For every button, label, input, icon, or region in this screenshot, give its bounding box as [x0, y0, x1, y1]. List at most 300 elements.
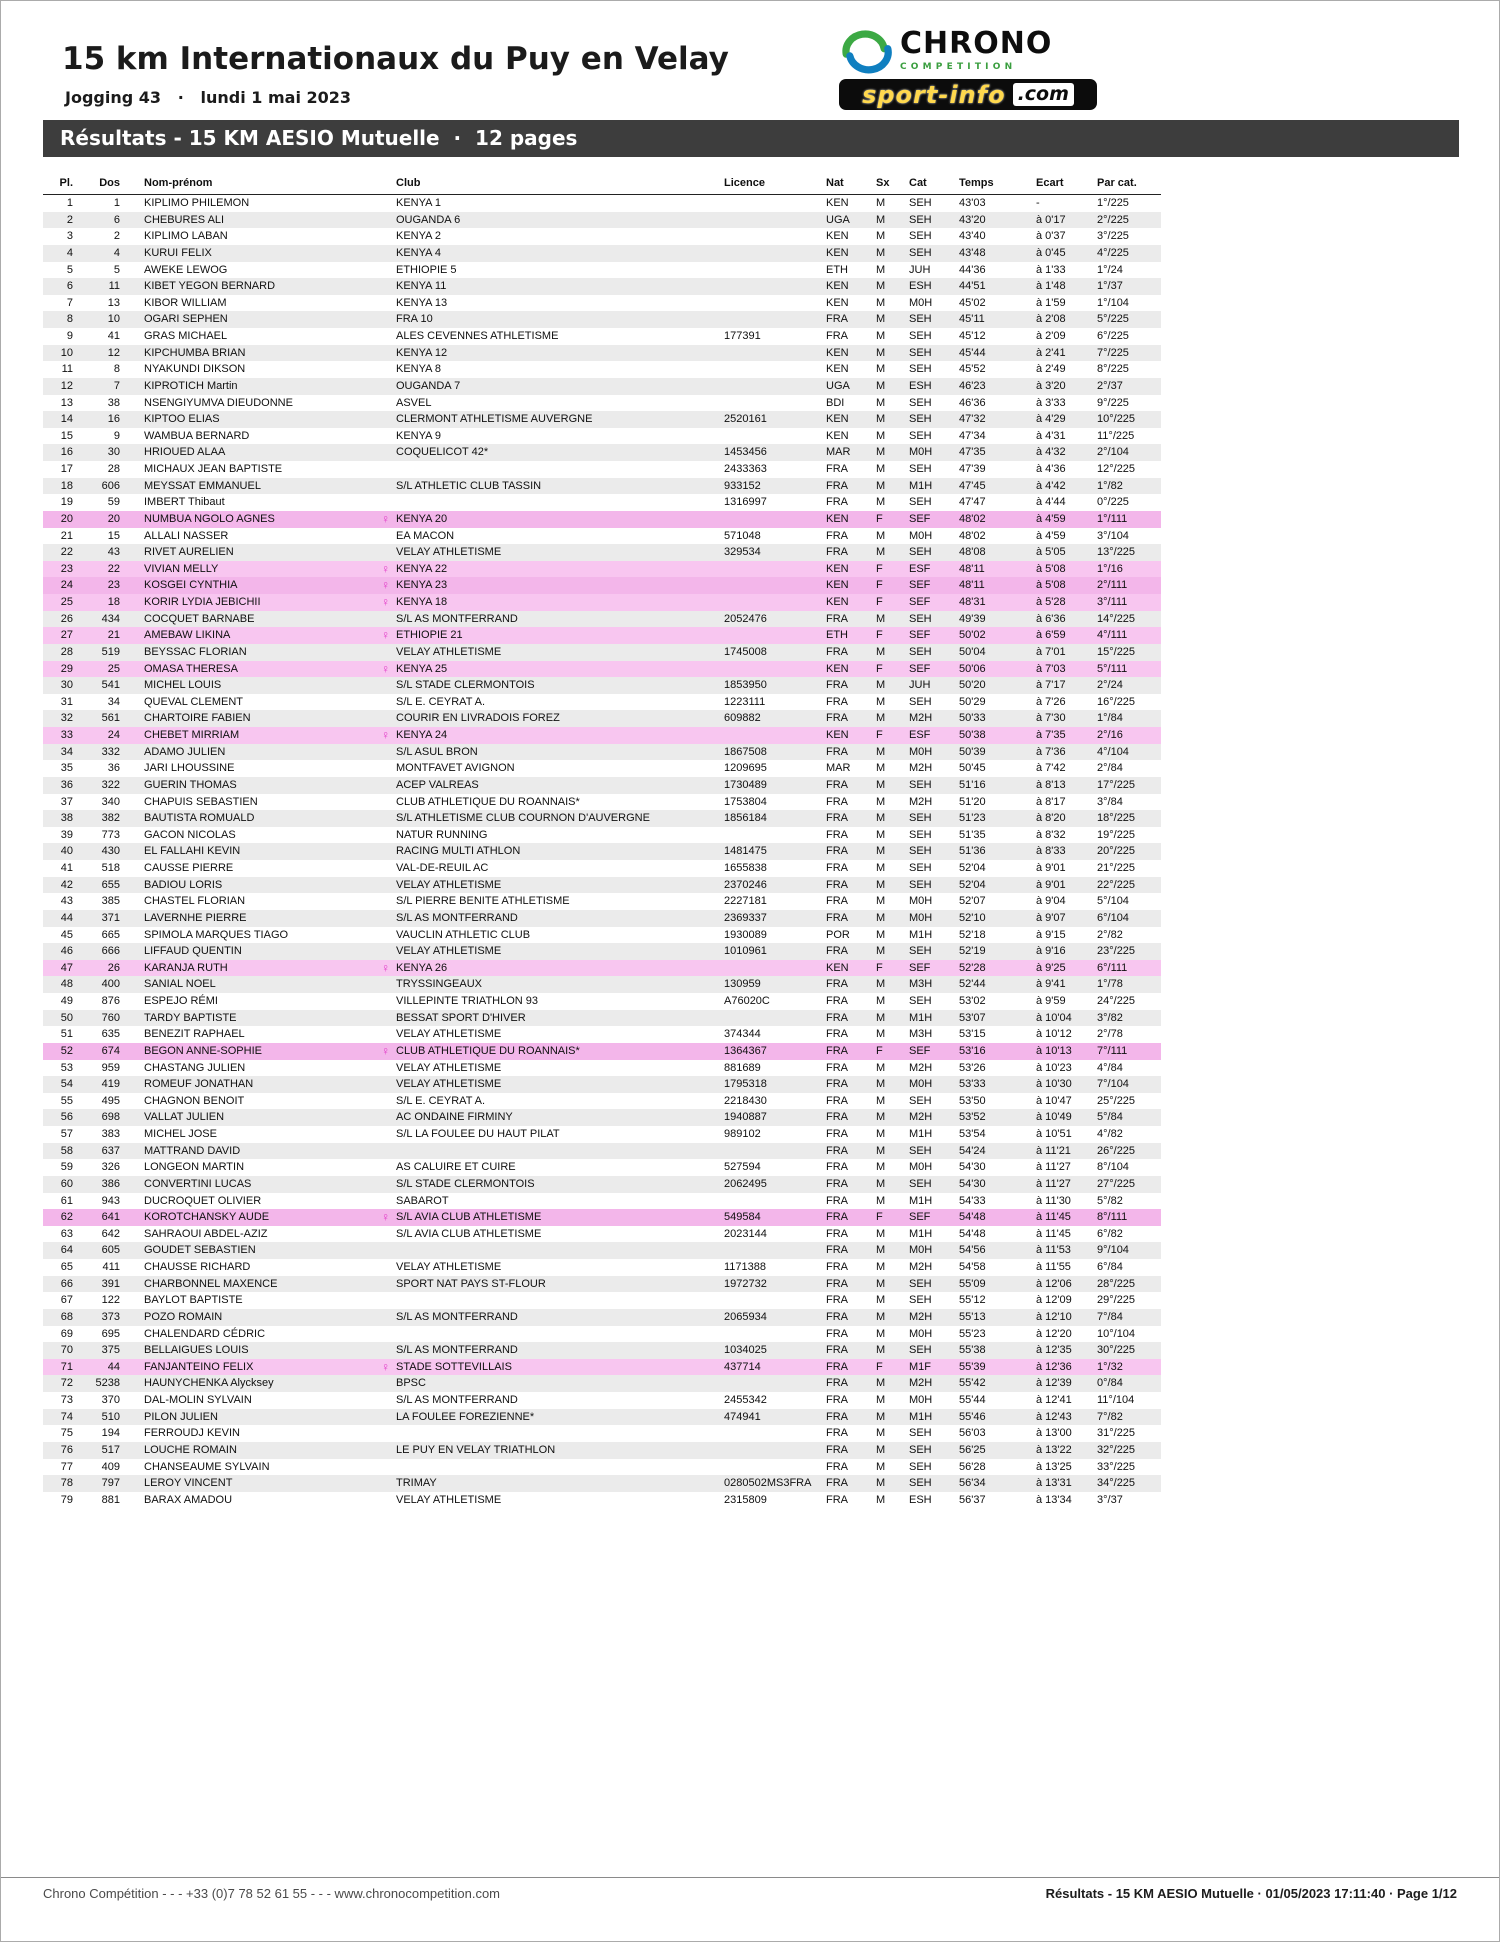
cell-category: M1H [909, 1011, 933, 1024]
cell-category-rank: 4°/225 [1097, 246, 1129, 259]
club-text: NATUR RUNNING [396, 828, 488, 841]
cell-category: SEH [909, 313, 932, 326]
club-text: KENYA 20 [396, 512, 448, 525]
cell-category: M1H [909, 1128, 933, 1140]
cell-bib: 385 [101, 895, 120, 908]
cell-place: 59 [60, 1161, 73, 1174]
cell-bib: 959 [101, 1061, 120, 1074]
cell-licence: 933152 [724, 479, 761, 492]
table-row [43, 511, 1161, 528]
cell-name: CHASTEL FLORIAN [144, 895, 246, 908]
cell-licence: A76020C [724, 995, 770, 1007]
cell-nationality: FRA [826, 1144, 848, 1157]
cell-time: 43'48 [959, 246, 986, 259]
cell-category-rank: 19°/225 [1097, 828, 1136, 841]
cell-category: SEH [909, 878, 932, 891]
cell-licence: 1481475 [724, 845, 767, 858]
cell-bib: 605 [101, 1244, 120, 1257]
cell-category: SEH [909, 945, 932, 958]
cell-club [374, 993, 724, 1010]
cell-bib: 637 [101, 1144, 120, 1157]
cell-category-rank: 1°/32 [1097, 1360, 1123, 1373]
cell-sex: M [876, 213, 886, 226]
cell-place: 27 [60, 629, 73, 642]
cell-sex: M [876, 463, 886, 475]
club-text: RACING MULTI ATHLON [396, 845, 521, 858]
club-text: KENYA 22 [396, 562, 448, 575]
cell-name: KIPLIMO PHILEMON [144, 197, 250, 209]
cell-gap: à 12'35 [1036, 1344, 1072, 1357]
cell-gap: à 12'36 [1036, 1360, 1072, 1373]
cell-category: SEH [909, 396, 932, 409]
cell-sex: M [876, 795, 886, 808]
cell-name: VIVIAN MELLY [144, 562, 219, 575]
cell-time: 48'02 [959, 529, 986, 542]
cell-name: SPIMOLA MARQUES TIAGO [144, 928, 289, 941]
female-icon: ♀ [381, 1359, 390, 1374]
cell-nationality: KEN [826, 729, 849, 741]
cell-nationality: FRA [826, 313, 848, 326]
cell-nationality: KEN [826, 197, 849, 209]
cell-nationality: FRA [826, 828, 848, 841]
cell-category-rank: 25°/225 [1097, 1094, 1136, 1107]
cell-place: 11 [61, 363, 73, 376]
cell-club [374, 976, 724, 993]
cell-licence [724, 727, 826, 744]
cell-club [374, 395, 724, 412]
cell-category: M0H [909, 1394, 933, 1406]
cell-sex: M [876, 1028, 886, 1041]
cell-category-rank: 1°/37 [1097, 280, 1123, 293]
table-row [43, 1060, 1161, 1077]
cell-name: GUERIN THOMAS [144, 778, 237, 791]
cell-sex: M [876, 911, 886, 924]
cell-bib: 21 [107, 629, 120, 642]
cell-name: BADIOU LORIS [144, 878, 223, 891]
club-text: VELAY ATHLETISME [396, 1028, 502, 1041]
club-text: LA FOULEE FOREZIENNE* [396, 1410, 535, 1423]
cell-gap: à 5'08 [1036, 579, 1066, 592]
cell-gap: à 0'45 [1036, 246, 1066, 259]
cell-time: 53'52 [959, 1111, 986, 1124]
cell-nationality: FRA [826, 330, 848, 342]
cell-bib: 698 [101, 1111, 120, 1124]
cell-nationality: FRA [826, 1327, 848, 1340]
cell-club [374, 345, 724, 362]
club-text: VELAY ATHLETISME [396, 1078, 502, 1091]
cell-place: 71 [60, 1360, 73, 1373]
cell-category: M0H [909, 1327, 933, 1340]
cell-time: 52'44 [959, 978, 986, 991]
club-text: S/L AVIA CLUB ATHLETISME [396, 1211, 542, 1224]
cell-category-rank: 1°/24 [1097, 263, 1123, 276]
club-text: MONTFAVET AVIGNON [396, 762, 515, 775]
cell-time: 48'02 [959, 512, 986, 525]
cell-category: SEH [909, 463, 932, 475]
cell-place: 1 [66, 197, 73, 209]
cell-category-rank: 3°/82 [1097, 1011, 1123, 1024]
cell-club [374, 794, 724, 811]
club-text: TRIMAY [396, 1477, 437, 1490]
cell-sex: M [876, 695, 886, 708]
cell-time: 54'33 [959, 1194, 986, 1207]
cell-bib: 561 [101, 712, 120, 725]
sport-info-wordmark [839, 79, 1097, 110]
cell-name: GACON NICOLAS [144, 828, 236, 841]
cell-place: 77 [60, 1460, 73, 1473]
cell-club [374, 561, 724, 578]
chrono-wordmark: CHRONO [900, 26, 1053, 61]
cell-gap: à 5'08 [1036, 562, 1066, 575]
cell-club [374, 960, 724, 977]
chrono-wordmark-block [900, 26, 1053, 72]
cell-nationality: UGA [826, 379, 850, 392]
cell-licence: 571048 [724, 529, 761, 542]
cell-bib: 18 [107, 596, 120, 608]
cell-gap: à 8'33 [1036, 845, 1066, 858]
club-text: SABAROT [396, 1194, 449, 1207]
cell-gap: à 9'25 [1036, 961, 1066, 974]
cell-nationality: BDI [826, 396, 845, 409]
cell-gap: à 6'36 [1036, 612, 1066, 625]
cell-licence: 177391 [724, 330, 761, 342]
cell-bib: 434 [101, 612, 120, 625]
cell-gap: à 11'45 [1036, 1211, 1071, 1224]
cell-time: 56'03 [959, 1427, 986, 1440]
cell-licence [724, 378, 826, 395]
cell-nationality: FRA [826, 1011, 848, 1024]
cell-category: SEH [909, 1344, 932, 1357]
cell-name: KIPCHUMBA BRIAN [144, 346, 246, 359]
table-row [43, 1342, 1161, 1359]
cell-place: 12 [60, 379, 73, 392]
cell-category-rank: 24°/225 [1097, 995, 1136, 1007]
cell-name: KOSGEI CYNTHIA [144, 579, 238, 592]
cell-club [374, 478, 724, 495]
column-header-nat: Nat [826, 165, 876, 195]
cell-category: SEH [909, 1277, 932, 1290]
cell-gap: à 1'33 [1036, 263, 1066, 276]
cell-bib: 122 [101, 1294, 120, 1307]
cell-category: SEH [909, 695, 932, 708]
cell-licence: 881689 [724, 1061, 761, 1074]
cell-nationality: FRA [826, 878, 848, 891]
table-row [43, 195, 1161, 212]
cell-time: 47'35 [959, 446, 986, 459]
cell-name: TARDY BAPTISTE [144, 1011, 237, 1024]
cell-time: 54'24 [959, 1144, 986, 1157]
cell-place: 67 [60, 1294, 73, 1307]
cell-place: 45 [60, 928, 73, 941]
table-row [43, 411, 1161, 428]
cell-club [374, 1292, 724, 1309]
table-row [43, 1143, 1161, 1160]
cell-sex: M [876, 1477, 886, 1490]
cell-nationality: FRA [826, 529, 848, 542]
table-row [43, 461, 1161, 478]
cell-time: 51'16 [959, 778, 986, 791]
cell-club [374, 744, 724, 761]
cell-name: NUMBUA NGOLO AGNES [144, 512, 275, 525]
cell-category: SEF [909, 961, 931, 974]
cell-category-rank: 1°/84 [1097, 712, 1123, 725]
cell-sex: M [876, 1227, 886, 1240]
cell-category-rank: 7°/225 [1097, 346, 1129, 359]
cell-place: 35 [60, 762, 73, 775]
cell-category-rank: 5°/104 [1097, 895, 1129, 908]
cell-category-rank: 18°/225 [1097, 812, 1136, 825]
cell-category-rank: 28°/225 [1097, 1277, 1136, 1290]
cell-nationality: FRA [826, 695, 848, 708]
cell-nationality: FRA [826, 1111, 848, 1124]
cell-name: KIBET YEGON BERNARD [144, 280, 276, 293]
cell-sex: M [876, 529, 886, 542]
cell-category-rank: 31°/225 [1097, 1427, 1136, 1440]
cell-bib: 59 [107, 496, 120, 509]
cell-licence: 609882 [724, 712, 761, 725]
cell-club [374, 943, 724, 960]
cell-gap: à 4'32 [1036, 446, 1066, 459]
table-row [43, 1259, 1161, 1276]
cell-category-rank: 32°/225 [1097, 1443, 1136, 1456]
cell-nationality: FRA [826, 612, 848, 625]
cell-bib: 391 [101, 1277, 120, 1290]
female-icon: ♀ [381, 1210, 390, 1225]
cell-gap: à 10'04 [1036, 1011, 1072, 1024]
cell-licence [724, 245, 826, 262]
cell-gap: à 2'49 [1036, 363, 1066, 376]
results-band-title: Résultats - 15 KM AESIO Mutuelle · 12 pages [43, 120, 1459, 157]
cell-bib: 41 [107, 330, 120, 342]
cell-gap: à 7'42 [1036, 762, 1066, 775]
club-text: S/L AS MONTFERRAND [396, 1344, 518, 1357]
cell-category-rank: 5°/84 [1097, 1111, 1123, 1124]
cell-category: SEH [909, 612, 932, 625]
cell-sex: M [876, 1277, 886, 1290]
cell-licence: 1171388 [724, 1261, 767, 1273]
club-text: S/L E. CEYRAT A. [396, 1094, 486, 1107]
cell-gap: à 1'59 [1036, 296, 1066, 309]
cell-category-rank: 3°/225 [1097, 230, 1129, 243]
table-row [43, 1043, 1161, 1060]
cell-licence [724, 262, 826, 279]
club-text: TRYSSINGEAUX [396, 978, 482, 991]
cell-licence: 1034025 [724, 1344, 767, 1357]
cell-bib: 326 [101, 1161, 120, 1174]
cell-nationality: FRA [826, 1094, 848, 1107]
cell-club [374, 228, 724, 245]
cell-category-rank: 10°/104 [1097, 1327, 1136, 1340]
cell-gap: à 12'41 [1036, 1394, 1072, 1406]
cell-bib: 34 [107, 695, 120, 708]
table-row [43, 494, 1161, 511]
cell-time: 55'39 [959, 1360, 986, 1373]
cell-category-rank: 21°/225 [1097, 862, 1136, 874]
cell-place: 56 [60, 1111, 73, 1124]
club-text: KENYA 26 [396, 961, 448, 974]
cell-name: MEYSSAT EMMANUEL [144, 479, 261, 492]
cell-category-rank: 12°/225 [1097, 463, 1136, 475]
club-text: VILLEPINTE TRIATHLON 93 [396, 995, 539, 1007]
cell-category-rank: 9°/225 [1097, 396, 1129, 409]
cell-place: 4 [66, 246, 73, 259]
female-icon: ♀ [381, 511, 390, 526]
chrono-sport-info-logo [839, 27, 1109, 110]
cell-bib: 373 [101, 1310, 120, 1323]
table-row [43, 1442, 1161, 1459]
cell-time: 50'38 [959, 729, 986, 741]
cell-category: M2H [909, 1111, 933, 1124]
cell-nationality: KEN [826, 346, 849, 359]
cell-place: 5 [66, 263, 73, 276]
cell-place: 44 [60, 911, 73, 924]
cell-club [374, 361, 724, 378]
club-text: KENYA 12 [396, 346, 448, 359]
cell-time: 43'03 [959, 197, 986, 209]
club-text: CLUB ATHLETIQUE DU ROANNAIS* [396, 795, 580, 808]
cell-sex: M [876, 1443, 886, 1456]
table-row [43, 744, 1161, 761]
cell-licence: 549584 [724, 1211, 761, 1224]
cell-name: VALLAT JULIEN [144, 1111, 225, 1124]
cell-time: 55'09 [959, 1277, 986, 1290]
cell-place: 64 [60, 1244, 73, 1257]
cell-club [374, 1109, 724, 1126]
cell-nationality: FRA [826, 1277, 848, 1290]
cell-licence [724, 428, 826, 445]
cell-licence [724, 627, 826, 644]
cell-gap: à 10'13 [1036, 1044, 1072, 1057]
table-row [43, 1309, 1161, 1326]
cell-sex: M [876, 230, 886, 243]
cell-club [374, 910, 724, 927]
cell-licence: 2370246 [724, 878, 767, 891]
cell-licence: 130959 [724, 978, 761, 991]
cell-bib: 430 [101, 845, 120, 858]
cell-category: JUH [909, 263, 931, 276]
cell-nationality: KEN [826, 246, 849, 259]
cell-name: CHALENDARD CÉDRIC [144, 1327, 266, 1340]
cell-nationality: KEN [826, 413, 849, 426]
cell-category-rank: 2°/225 [1097, 213, 1129, 226]
club-text: ACEP VALREAS [396, 778, 479, 791]
cell-name: AMEBAW LIKINA [144, 629, 231, 642]
cell-sex: M [876, 546, 886, 559]
cell-time: 55'12 [959, 1294, 986, 1307]
cell-nationality: FRA [826, 1211, 848, 1224]
cell-sex: M [876, 845, 886, 858]
cell-category-rank: 13°/225 [1097, 546, 1136, 559]
cell-sex: M [876, 712, 886, 725]
cell-gap: à 4'29 [1036, 413, 1066, 426]
cell-licence: 2062495 [724, 1177, 767, 1190]
cell-sex: M [876, 396, 886, 409]
cell-category: M0H [909, 1078, 933, 1091]
cell-category: SEH [909, 645, 932, 658]
cell-category: SEH [909, 995, 932, 1007]
cell-licence: 474941 [724, 1410, 761, 1423]
cell-sex: M [876, 280, 886, 293]
cell-name: DUCROQUET OLIVIER [144, 1194, 262, 1207]
cell-licence [724, 1292, 826, 1309]
cell-club [374, 1176, 724, 1193]
cell-nationality: FRA [826, 1360, 848, 1373]
club-text: KENYA 18 [396, 596, 448, 608]
cell-time: 56'34 [959, 1477, 986, 1490]
cell-club [374, 1026, 724, 1043]
cell-category-rank: 2°/24 [1097, 679, 1123, 692]
cell-category: SEH [909, 1177, 932, 1190]
cell-gap: à 4'31 [1036, 429, 1066, 442]
cell-category-rank: 5°/225 [1097, 313, 1129, 326]
cell-place: 37 [60, 795, 73, 808]
cell-place: 78 [60, 1477, 73, 1490]
club-text: VELAY ATHLETISME [396, 878, 502, 891]
cell-club [374, 893, 724, 910]
cell-category-rank: 26°/225 [1097, 1144, 1136, 1157]
cell-category-rank: 4°/82 [1097, 1128, 1123, 1140]
cell-nationality: FRA [826, 795, 848, 808]
cell-category: M2H [909, 1377, 933, 1390]
club-text: VELAY ATHLETISME [396, 1493, 502, 1506]
cell-time: 53'07 [959, 1011, 986, 1024]
cell-club [374, 1442, 724, 1459]
cell-category-rank: 11°/104 [1097, 1394, 1135, 1406]
cell-club [374, 594, 724, 611]
cell-bib: 517 [101, 1443, 120, 1456]
cell-gap: à 9'15 [1036, 928, 1066, 941]
cell-gap: à 10'23 [1036, 1061, 1072, 1074]
cell-gap: à 0'17 [1036, 213, 1066, 226]
cell-category: M0H [909, 446, 933, 459]
table-row [43, 694, 1161, 711]
cell-place: 49 [60, 995, 73, 1007]
cell-club [374, 1392, 724, 1409]
female-icon: ♀ [381, 595, 390, 609]
cell-place: 29 [60, 662, 73, 675]
cell-name: KIPROTICH Martin [144, 379, 238, 392]
club-text: ASVEL [396, 396, 432, 409]
table-row [43, 428, 1161, 445]
cell-place: 50 [60, 1011, 73, 1024]
cell-time: 52'04 [959, 862, 986, 874]
cell-category-rank: 2°/111 [1097, 579, 1128, 592]
cell-place: 31 [60, 695, 73, 708]
club-text: SPORT NAT PAYS ST-FLOUR [396, 1277, 546, 1290]
cell-nationality: FRA [826, 778, 848, 791]
cell-gap: à 13'22 [1036, 1443, 1072, 1456]
cell-category-rank: 2°/78 [1097, 1028, 1123, 1041]
cell-time: 51'36 [959, 845, 986, 858]
cell-sex: M [876, 1244, 886, 1257]
cell-licence: 2218430 [724, 1094, 767, 1107]
cell-bib: 322 [101, 778, 120, 791]
cell-name: CONVERTINI LUCAS [144, 1177, 252, 1190]
cell-gap: à 9'07 [1036, 911, 1066, 924]
table-row [43, 544, 1161, 561]
cell-sex: M [876, 346, 886, 359]
table-row [43, 528, 1161, 545]
table-row [43, 893, 1161, 910]
table-row [43, 993, 1161, 1010]
cell-gap: à 7'26 [1036, 695, 1066, 708]
table-row [43, 212, 1161, 229]
cell-sex: F [876, 562, 883, 575]
table-row [43, 378, 1161, 395]
female-icon: ♀ [381, 728, 390, 742]
cell-licence [724, 561, 826, 578]
cell-category: M1H [909, 1194, 933, 1207]
